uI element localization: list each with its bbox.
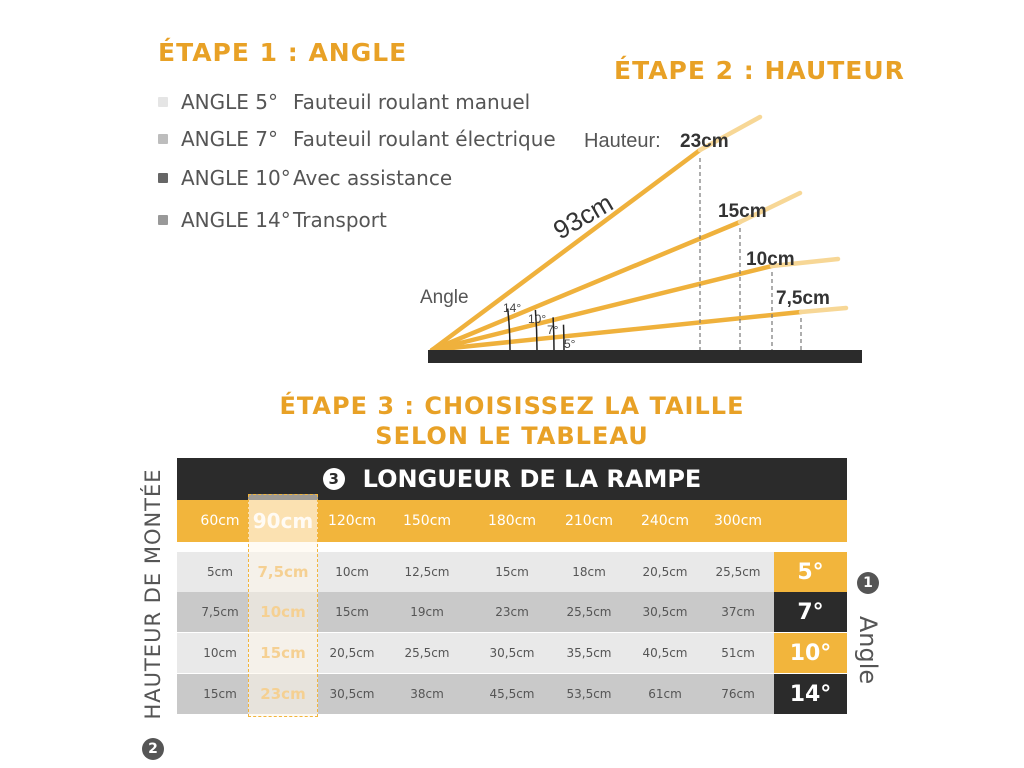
length-header-cell: 60cm bbox=[200, 513, 240, 529]
height-cell: 5cm bbox=[207, 565, 233, 579]
legend-angle: ANGLE 10° bbox=[181, 166, 291, 190]
legend-description: Fauteuil roulant manuel bbox=[293, 90, 531, 114]
length-header-cell: 240cm bbox=[640, 513, 690, 529]
length-header-cell: 210cm bbox=[564, 513, 614, 529]
legend-description: Transport bbox=[293, 208, 387, 232]
length-header-cell: 300cm bbox=[713, 513, 763, 529]
height-cell: 25,5cm bbox=[715, 565, 761, 579]
height-cell: 30,5cm bbox=[489, 646, 535, 660]
height-cell: 15cm bbox=[335, 605, 369, 619]
height-cell: 19cm bbox=[410, 605, 444, 619]
step2-title: ÉTAPE 2 : HAUTEUR bbox=[614, 56, 905, 85]
angle-value-14: 14° bbox=[503, 301, 522, 315]
ray-5 bbox=[432, 312, 801, 350]
angle-number-badge: 1 bbox=[857, 572, 879, 594]
height-cell: 15cm bbox=[495, 565, 529, 579]
angle-cell: 10° bbox=[774, 633, 847, 673]
angle-value-10: 10° bbox=[528, 312, 547, 326]
height-cell: 53,5cm bbox=[566, 687, 612, 701]
angle-value-7: 7° bbox=[547, 323, 559, 337]
table-header-title: LONGUEUR DE LA RAMPE bbox=[362, 465, 702, 493]
height-cell: 20,5cm bbox=[642, 565, 688, 579]
height-value-7-5: 7,5cm bbox=[776, 288, 830, 309]
height-cell: 35,5cm bbox=[566, 646, 612, 660]
legend-angle: ANGLE 14° bbox=[181, 208, 291, 232]
height-cell: 25,5cm bbox=[404, 646, 450, 660]
height-value-10: 10cm bbox=[746, 249, 795, 270]
legend-angle: ANGLE 5° bbox=[181, 90, 279, 114]
height-cell: 10cm bbox=[335, 565, 369, 579]
height-cell: 30,5cm bbox=[642, 605, 688, 619]
height-cell: 10cm bbox=[203, 646, 237, 660]
height-cell: 38cm bbox=[410, 687, 444, 701]
step3-title-line1: ÉTAPE 3 : CHOISISSEZ LA TAILLE bbox=[279, 392, 745, 420]
rise-height-label: HAUTEUR DE MONTÉE bbox=[141, 468, 165, 720]
height-value-23: 23cm bbox=[680, 131, 729, 152]
height-cell: 7,5cm bbox=[201, 605, 239, 619]
angle-label: Angle bbox=[420, 287, 469, 308]
step1-title: ÉTAPE 1 : ANGLE bbox=[158, 38, 408, 67]
height-cell: 45,5cm bbox=[489, 687, 535, 701]
legend-angle: ANGLE 7° bbox=[181, 127, 279, 151]
rise-height-number-badge: 2 bbox=[142, 738, 164, 760]
angle-cell: 14° bbox=[774, 674, 847, 714]
header-number-badge: 3 bbox=[323, 468, 345, 490]
height-cell: 76cm bbox=[721, 687, 755, 701]
height-cell: 20,5cm bbox=[329, 646, 375, 660]
height-cell: 15cm bbox=[203, 687, 237, 701]
height-cell: 40,5cm bbox=[642, 646, 688, 660]
ramp-length-label: 93cm bbox=[548, 187, 619, 246]
selected-column-highlight bbox=[248, 494, 318, 717]
height-cell: 25,5cm bbox=[566, 605, 612, 619]
ground-bar bbox=[428, 350, 862, 363]
height-cell: 37cm bbox=[721, 605, 755, 619]
angle-cell: 5° bbox=[774, 552, 847, 592]
ray-14 bbox=[432, 150, 700, 350]
height-cell: 23cm bbox=[495, 605, 529, 619]
legend-description: Fauteuil roulant électrique bbox=[293, 127, 556, 151]
height-cell: 18cm bbox=[572, 565, 606, 579]
length-header-cell: 120cm bbox=[327, 513, 377, 529]
height-cell: 30,5cm bbox=[329, 687, 375, 701]
height-cell: 51cm bbox=[721, 646, 755, 660]
angle-side-label: Angle bbox=[854, 615, 882, 685]
angle-cell: 7° bbox=[774, 592, 847, 632]
length-header-cell: 180cm bbox=[487, 513, 537, 529]
height-value-15: 15cm bbox=[718, 201, 767, 222]
legend-description: Avec assistance bbox=[293, 166, 453, 190]
height-label: Hauteur: bbox=[584, 130, 661, 152]
length-header-cell: 150cm bbox=[402, 513, 452, 529]
height-cell: 61cm bbox=[648, 687, 682, 701]
step3-title-line2: SELON LE TABLEAU bbox=[375, 422, 649, 450]
angle-value-5: 5° bbox=[564, 337, 576, 351]
height-cell: 12,5cm bbox=[404, 565, 450, 579]
